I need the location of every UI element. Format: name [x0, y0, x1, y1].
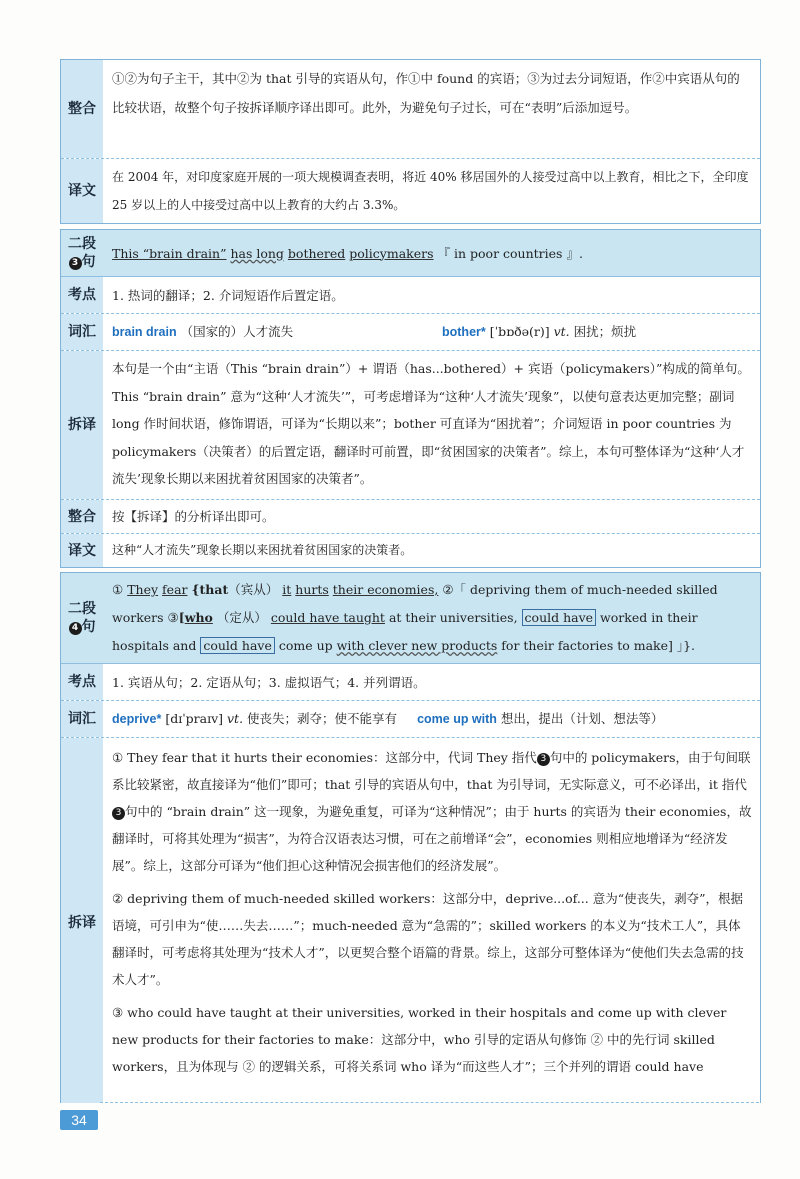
bottom-divider — [100, 1102, 759, 1103]
vocab-word: deprive — [112, 712, 157, 726]
paragraph-label: 二段 — [68, 236, 96, 252]
phrase: at their universities, — [388, 610, 518, 625]
yiwen-label: 译文 — [61, 534, 103, 567]
vocab-list — [103, 701, 760, 737]
chaiyi-row — [61, 351, 760, 500]
adverbial: has long — [230, 245, 284, 261]
subject: This “brain drain” — [112, 245, 227, 261]
bracket: [ — [178, 610, 185, 625]
sentence-suffix: 句 — [81, 254, 96, 270]
analysis-paragraph-1: ① They fear that it hurts their economies：这部分中，代词 They 指代 3 句中的 policymakers，由于句间联系比较紧密，故直接译为“他们”即可；that 引导的宾语从句中，that 为引导词，无实际意义，可不必译出，it 指代3 句中的 “brain drain” 这一现象，为避免重复，可译为“这种情况”；由于 hurts 的宾语为 their economies，故翻译时，可将其处理为“损害”，为符合汉语表达习惯，可在之前增译“会”，economies 则相应地增译为“经济发展”。综上，这部分可译为“他们担心这种情况会损害他们的经济发展”。 — [112, 750, 752, 873]
vocab-star: * — [480, 325, 486, 339]
vocab-meaning: 使丧失；剥夺；使不能享有 — [247, 711, 398, 726]
kaodian-row — [61, 664, 760, 701]
vocab-meaning: （国家的）人才流失 — [180, 324, 294, 339]
predicate: bothered — [287, 245, 346, 261]
zhenghe-row — [61, 500, 760, 534]
kaodian-label: 考点 — [61, 664, 103, 700]
phrase: with clever new products — [336, 638, 498, 653]
sentence-tag — [61, 230, 103, 276]
kaodian-text: 1. 宾语从句；2. 定语从句；3. 虚拟语气；4. 并列谓语。 — [112, 674, 426, 690]
cihui-label: 词汇 — [61, 701, 103, 737]
page-number: 34 — [60, 1110, 98, 1130]
sentence-header — [61, 573, 760, 664]
kaodian-label: 考点 — [61, 277, 103, 313]
vocab-pos: vt. — [553, 324, 570, 339]
clause-subject: it — [282, 582, 292, 597]
vocab-word: come up with — [417, 712, 497, 726]
sentence-text — [103, 230, 760, 276]
sentence-suffix: 句 — [81, 619, 96, 635]
vocab-word: brain drain — [112, 325, 177, 339]
sentence-header — [61, 230, 760, 277]
zhenghe-text: ①②为句子主干，其中②为 that 引导的宾语从句，作①中 found 的宾语；③为过去分词短语，作②中宾语从句的比较状语，故整个句子按拆译顺序译出即可。此外，为避免句子过长，可在“表明”后添加逗号。 — [112, 71, 740, 115]
phrase: worked in their hospitals and — [112, 610, 698, 653]
sentence-number-badge: 3 — [69, 257, 82, 270]
chaiyi-text: 本句是一个由“主语（This “brain drain”）+ 谓语（has...bothered）+ 宾语（policymakers）”构成的简单句。This “brain drain” 意为“这种‘人才流失’”，可考虑增译为“这种‘人才流失’现象”，以使句意表达更加完整；副词 long 作时间状语，修饰谓语，可译为“长期以来”；bother 可直译为“困扰着”；介词短语 in poor countries 为 policymakers（决策者）的后置定语，翻译时可前置，即“贫困国家的决策者”。综上，本句可整体译为“这种‘人才流失’现象长期以来困扰着贫困国家的决策者”。 — [112, 361, 750, 486]
yiwen-text: 在 2004 年，对印度家庭开展的一项大规模调查表明，将近 40% 移居国外的人接受过高中以上教育，相比之下，全印度 25 岁以上的人中接受过高中以上教育的大约占 3.3%。 — [112, 170, 749, 212]
predicate-2: could have — [522, 609, 597, 626]
subject: They — [127, 582, 159, 597]
yiwen-row — [61, 159, 760, 223]
attribute: 『 in poor countries 』. — [437, 245, 583, 261]
clause-predicate: hurts — [295, 582, 329, 597]
vocab-list — [103, 314, 760, 350]
kaodian-row — [61, 277, 760, 314]
predicate: fear — [162, 582, 188, 597]
sentence-ref-badge: 3 — [112, 807, 125, 820]
participle-phrase: 「 depriving them of much-needed skilled workers — [112, 582, 718, 625]
vocab-meaning: 困扰；烦扰 — [573, 324, 637, 339]
kaodian-text: 1. 热词的翻译；2. 介词短语作后置定语。 — [112, 287, 344, 303]
conjunction: {that — [191, 582, 229, 597]
clause-note: （定从） — [216, 610, 267, 625]
sentence-tag — [61, 573, 103, 663]
block-2 — [60, 229, 761, 568]
relative-pronoun: who — [184, 610, 213, 625]
yiwen-row — [61, 534, 760, 567]
predicate-3: could have — [200, 637, 275, 654]
vocab-phonetic: [dɪˈpraɪv] — [165, 711, 224, 726]
vocab-word: bother — [442, 325, 481, 339]
zhenghe-label: 整合 — [61, 500, 103, 533]
marker-1: ① — [112, 582, 124, 597]
vocab-item — [442, 318, 636, 346]
vocab-pos: vt. — [227, 711, 244, 726]
vocab-meaning: 想出，提出（计划、想法等） — [500, 711, 664, 726]
clause-object: their economies, — [332, 582, 439, 597]
chaiyi-label: 拆译 — [61, 738, 103, 1103]
vocab-item — [112, 318, 442, 346]
chaiyi-content — [103, 738, 760, 1103]
sentence-number-badge: 4 — [69, 622, 82, 635]
cihui-label: 词汇 — [61, 314, 103, 350]
yiwen-label: 译文 — [61, 159, 103, 223]
marker-2: ② — [442, 582, 454, 597]
marker-3: ③ — [167, 610, 179, 625]
block-1 — [60, 59, 761, 224]
cihui-row — [61, 701, 760, 738]
cihui-row — [61, 314, 760, 351]
vocab-item — [417, 705, 663, 733]
zhenghe-label: 整合 — [61, 60, 103, 158]
vocab-phonetic: [ˈbɒðə(r)] — [489, 324, 550, 339]
sentence-text — [103, 573, 760, 663]
phrase: come up — [278, 638, 333, 653]
zhenghe-row — [61, 60, 760, 159]
sentence-ref-badge: 3 — [537, 753, 550, 766]
block-3 — [60, 572, 761, 1103]
paragraph-label: 二段 — [68, 601, 96, 617]
vocab-star: * — [156, 712, 162, 726]
vocab-item — [112, 705, 397, 733]
analysis-paragraph-3: ③ who could have taught at their universities, worked in their hospitals and come up with clever new products for their factories to make：这部分中，who 引导的定语从句修饰 ② 中的先行词 skilled workers，且为体现与 ② 的逻辑关系，可将关系词 who 译为“而这些人才”；三个并列的谓语 could have — [112, 1005, 727, 1074]
zhenghe-text: 按【拆译】的分析译出即可。 — [112, 509, 275, 524]
object: policymakers — [349, 245, 434, 261]
clause-note: （宾从） — [228, 582, 279, 597]
chaiyi-row — [61, 738, 760, 1103]
phrase: for their factories to make] 」}. — [501, 638, 696, 653]
predicate-1: could have taught — [270, 610, 385, 625]
yiwen-text: 这种“人才流失”现象长期以来困扰着贫困国家的决策者。 — [112, 543, 413, 557]
chaiyi-label: 拆译 — [61, 351, 103, 499]
analysis-paragraph-2: ② depriving them of much-needed skilled workers：这部分中，deprive...of... 意为“使丧失，剥夺”，根据语境，可引申为“使……失去……”；much-needed 意为“急需的”；skilled workers 的本义为“技术工人”，具体翻译时，可考虑将其处理为“技术人才”，以更契合整个语篇的背景。综上，这部分可整体译为“使他们失去急需的技术人才”。 — [112, 891, 744, 987]
